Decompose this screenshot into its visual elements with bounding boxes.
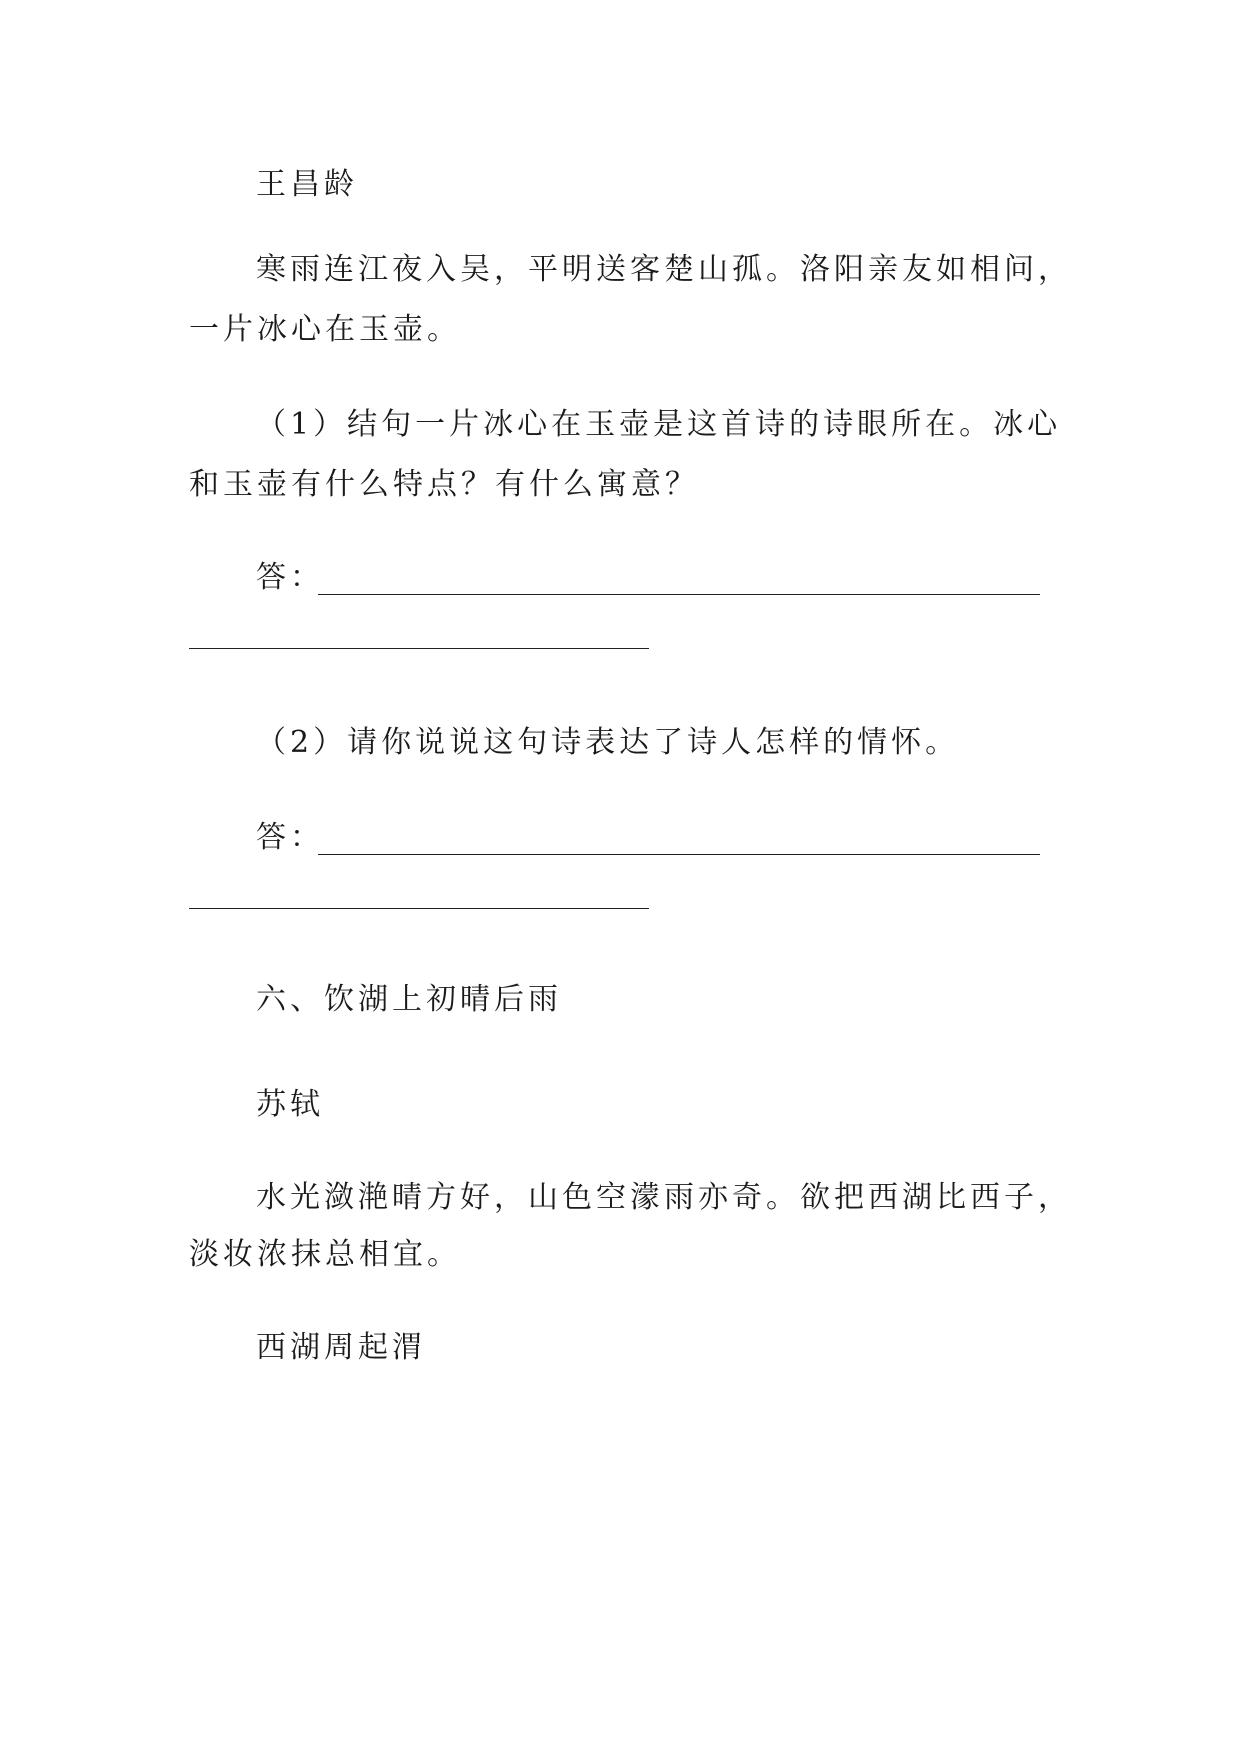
poem-1-line-1: 寒雨连江夜入吴，平明送客楚山孤。洛阳亲友如相问， — [256, 252, 1072, 287]
question-1-line-1: （1）结句一片冰心在玉壶是这首诗的诗眼所在。冰心 — [256, 407, 1062, 442]
answer-2-blank-line-1[interactable] — [318, 854, 1040, 855]
answer-1-blank-line-2[interactable] — [189, 648, 649, 649]
answer-2-blank-line-2[interactable] — [189, 908, 649, 909]
poem-1-line-2: 一片冰心在玉壶。 — [189, 312, 461, 347]
author-su-shi: 苏轼 — [256, 1087, 324, 1122]
trailing-text: 西湖周起渭 — [256, 1330, 426, 1365]
question-2: （2）请你说说这句诗表达了诗人怎样的情怀。 — [256, 725, 960, 760]
section-6-title: 六、饮湖上初晴后雨 — [256, 982, 562, 1017]
answer-label-2: 答： — [256, 820, 324, 855]
answer-1-blank-line-1[interactable] — [318, 594, 1040, 595]
question-1-line-2: 和玉壶有什么特点？有什么寓意？ — [189, 467, 699, 502]
poem-2-line-1: 水光潋滟晴方好，山色空濛雨亦奇。欲把西湖比西子， — [256, 1180, 1072, 1215]
poem-2-line-2: 淡妆浓抹总相宜。 — [189, 1237, 461, 1272]
answer-label-1: 答： — [256, 560, 324, 595]
author-wang-changling: 王昌龄 — [256, 167, 358, 202]
